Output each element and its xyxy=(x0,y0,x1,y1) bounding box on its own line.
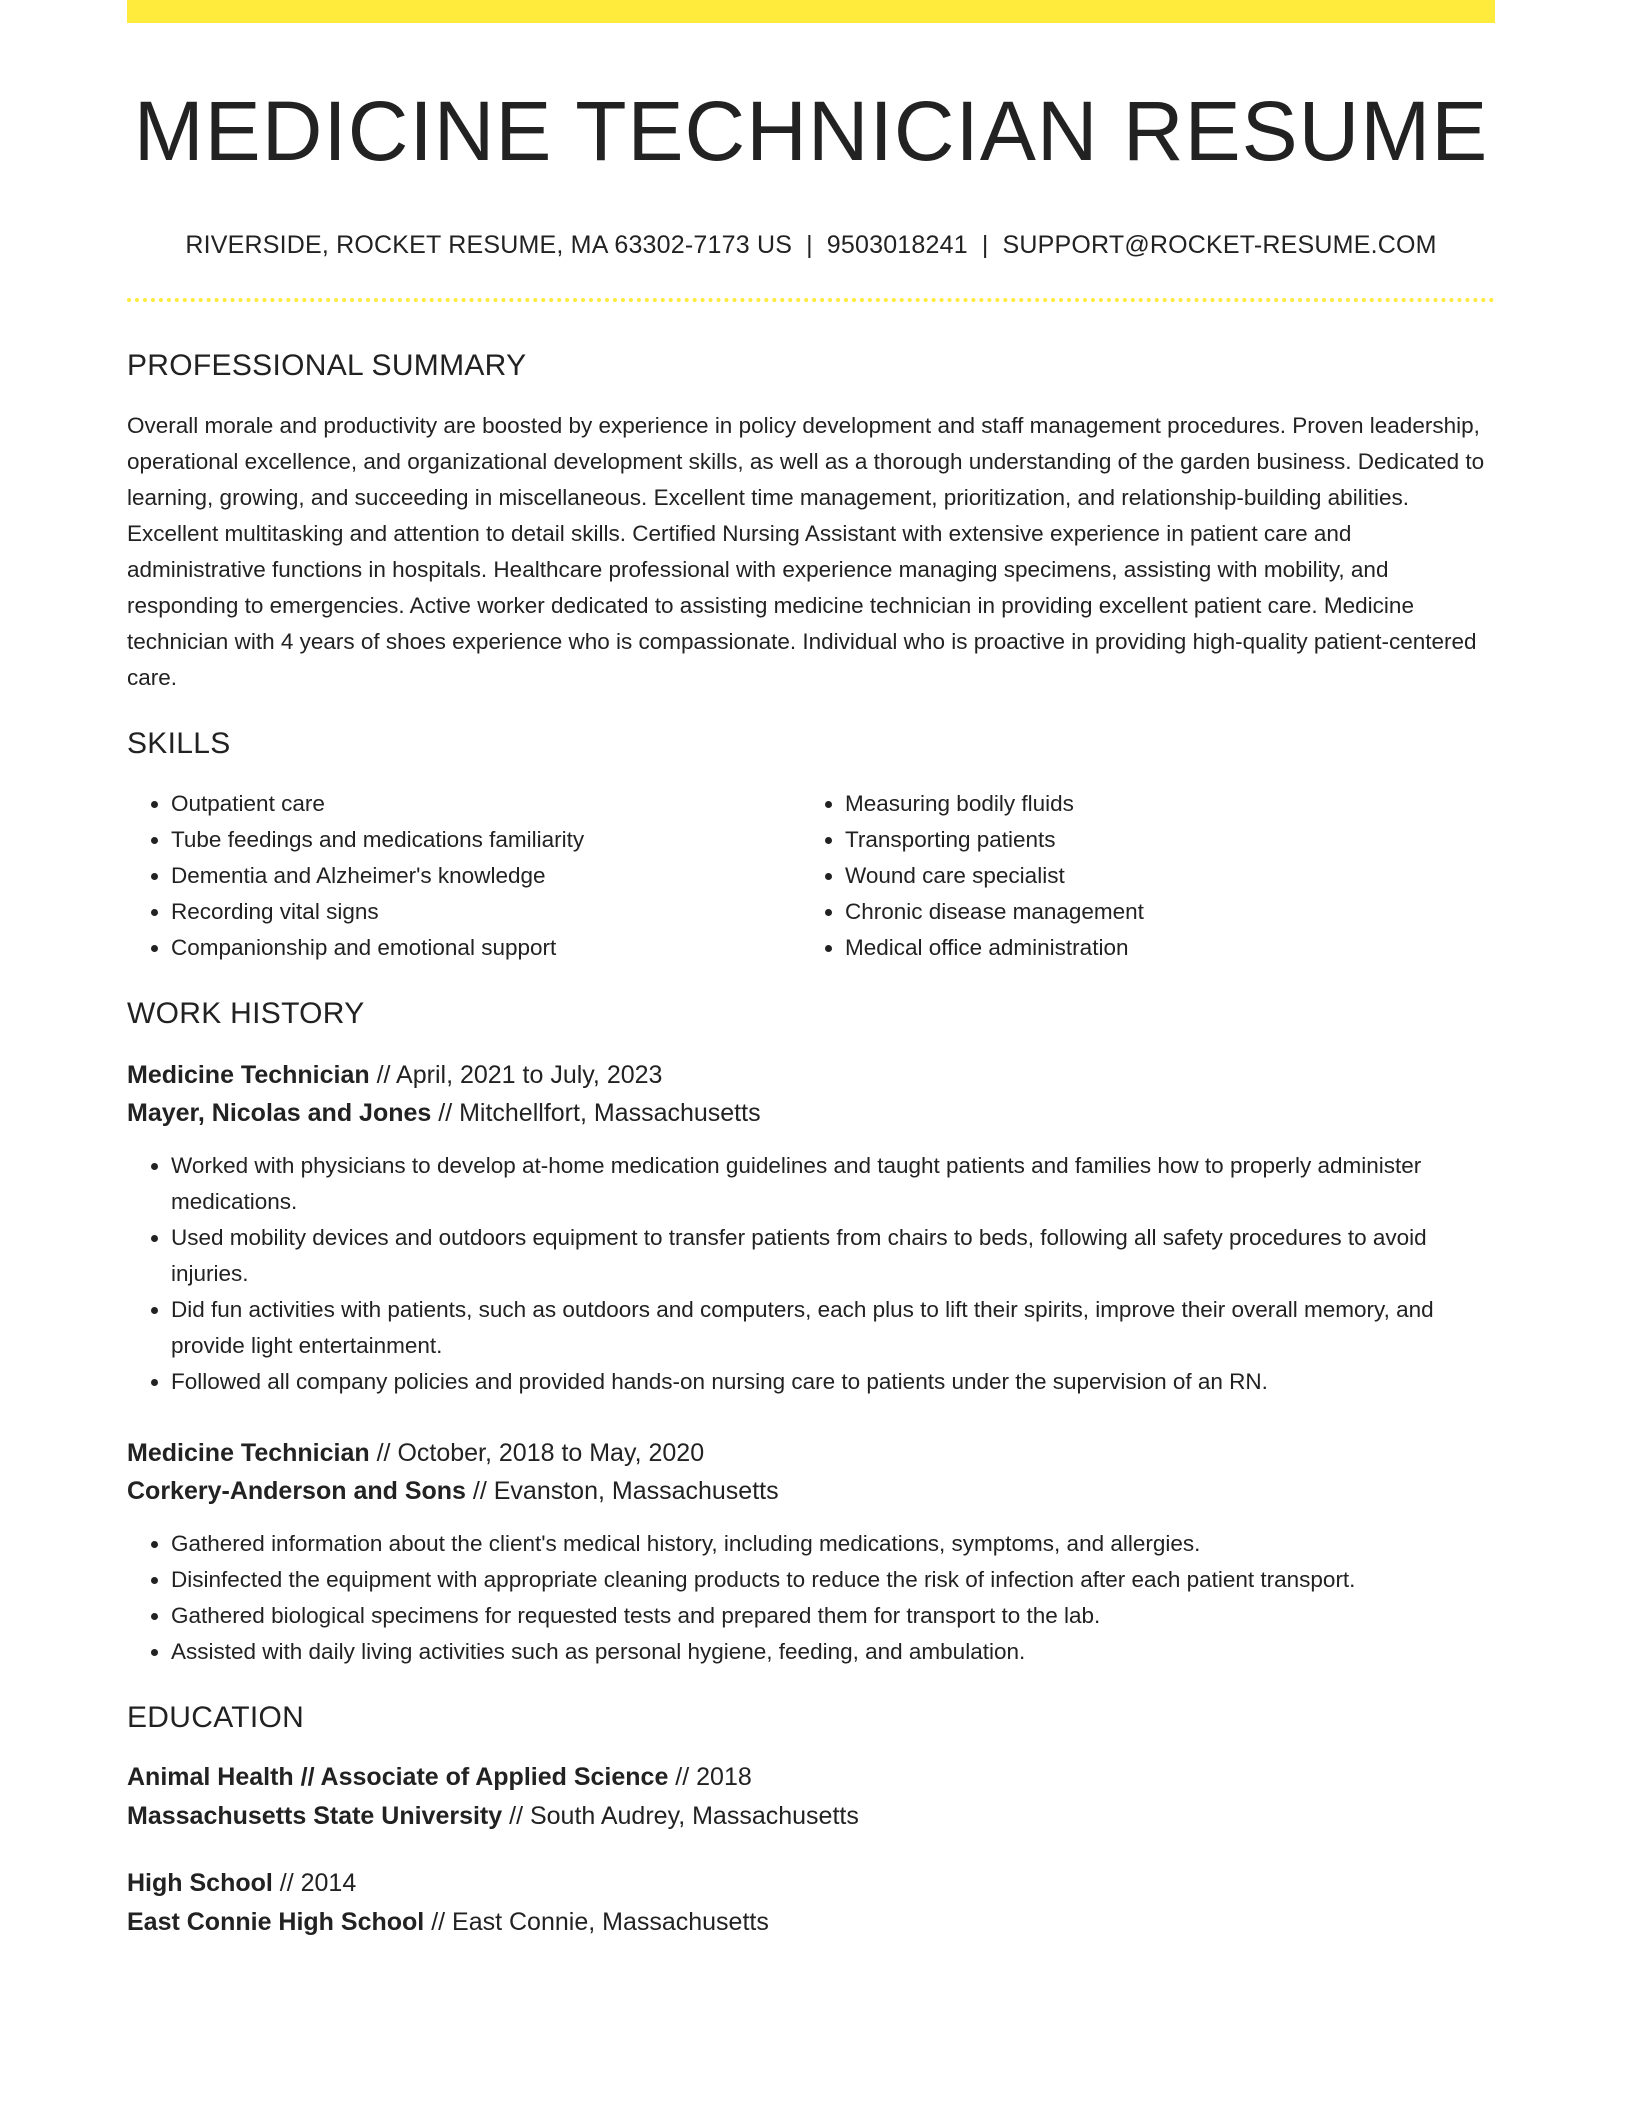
education-degree: Animal Health // Associate of Applied Science xyxy=(127,1762,669,1791)
skill-item: • Outpatient care xyxy=(171,786,801,822)
job-bullet: • Worked with physicians to develop at-home medication guidelines and taught patients and families how to properly administer medications. xyxy=(171,1148,1495,1220)
job-company-line xyxy=(127,1472,1495,1510)
summary-text: Overall morale and productivity are boosted by experience in policy development and staff management procedures. Proven leadership, operational excellence, and organizational development skills, as well as a thorough understanding of the garden business. Dedicated to learning, growing, and succeeding in miscellaneous. Excellent time management, prioritization, and relationship-building abilities. Excellent multitasking and attention to detail skills. Certified Nursing Assistant with extensive experience in patient care and administrative functions in hospitals. Healthcare professional with experience managing specimens, assisting with mobility, and responding to emergencies. Active worker dedicated to assisting medicine technician in providing excellent patient care. Medicine technician with 4 years of shoes experience who is compassionate. Individual who is proactive in providing high-quality patient-centered care. xyxy=(127,412,1485,690)
job-bullet: • Gathered information about the client's medical history, including medications, symptoms, and allergies. xyxy=(171,1526,1495,1562)
job-location: // Mitchellfort, Massachusetts xyxy=(431,1098,761,1127)
skill-item: • Wound care specialist xyxy=(845,858,1475,894)
job-location: // Evanston, Massachusetts xyxy=(465,1476,779,1505)
contact-email: SUPPORT@ROCKET-RESUME.COM xyxy=(1002,230,1437,259)
skill-item: • Transporting patients xyxy=(845,822,1475,858)
job-bullet: • Gathered biological specimens for requested tests and prepared them for transport to the lab. xyxy=(171,1598,1495,1634)
job-dates: // April, 2021 to July, 2023 xyxy=(369,1060,663,1089)
skill-item: • Medical office administration xyxy=(845,930,1475,966)
education-location: // South Audrey, Massachusetts xyxy=(502,1801,859,1830)
work-history-heading: WORK HISTORY xyxy=(127,996,365,1030)
skill-item: • Recording vital signs xyxy=(171,894,801,930)
job-bullet: • Disinfected the equipment with appropriate cleaning products to reduce the risk of infection after each patient transport. xyxy=(171,1562,1495,1598)
skills-heading: SKILLS xyxy=(127,726,231,760)
contact-phone: 9503018241 xyxy=(826,230,968,259)
summary-heading: PROFESSIONAL SUMMARY xyxy=(127,348,527,382)
job-bullets xyxy=(127,1148,1495,1400)
job-bullets xyxy=(127,1526,1495,1670)
education-location: // East Connie, Massachusetts xyxy=(424,1907,769,1936)
skill-item: • Tube feedings and medications familiarity xyxy=(171,822,801,858)
skill-item: • Dementia and Alzheimer's knowledge xyxy=(171,858,801,894)
job-role: Medicine Technician xyxy=(127,1060,370,1089)
top-accent-bar xyxy=(127,0,1495,23)
job-entry xyxy=(127,1056,1495,1400)
education-entry xyxy=(127,1758,1495,1836)
job-bullet: • Assisted with daily living activities such as personal hygiene, feeding, and ambulation. xyxy=(171,1634,1495,1670)
skills-column-right xyxy=(801,786,1475,966)
header-divider xyxy=(127,298,1495,302)
education-degree: High School xyxy=(127,1868,273,1897)
job-title-line xyxy=(127,1056,1495,1094)
job-dates: // October, 2018 to May, 2020 xyxy=(369,1438,705,1467)
job-bullet: • Followed all company policies and provided hands-on nursing care to patients under the supervision of an RN. xyxy=(171,1364,1495,1400)
job-title-line xyxy=(127,1434,1495,1472)
skills-column-left xyxy=(127,786,801,966)
education-school: East Connie High School xyxy=(127,1907,425,1936)
skills-list xyxy=(127,786,1495,966)
education-degree-line xyxy=(127,1758,1495,1797)
skill-item: • Chronic disease management xyxy=(845,894,1475,930)
job-bullet: • Used mobility devices and outdoors equipment to transfer patients from chairs to beds, following all safety procedures to avoid injuries. xyxy=(171,1220,1495,1292)
job-company: Mayer, Nicolas and Jones xyxy=(127,1098,432,1127)
education-school-line xyxy=(127,1797,1495,1836)
education-entry xyxy=(127,1864,1495,1942)
education-year: // 2014 xyxy=(272,1868,357,1897)
job-role: Medicine Technician xyxy=(127,1438,370,1467)
job-company-line xyxy=(127,1094,1495,1132)
job-bullet: • Did fun activities with patients, such as outdoors and computers, each plus to lift their spirits, improve their overall memory, and provide light entertainment. xyxy=(171,1292,1495,1364)
education-school-line xyxy=(127,1903,1495,1942)
job-company: Corkery-Anderson and Sons xyxy=(127,1476,466,1505)
resume-title: MEDICINE TECHNICIAN RESUME xyxy=(133,84,1489,178)
education-school: Massachusetts State University xyxy=(127,1801,503,1830)
contact-separator: | xyxy=(806,230,813,259)
resume-page xyxy=(127,0,1495,1942)
education-year: // 2018 xyxy=(668,1762,752,1791)
contact-line xyxy=(127,230,1495,260)
contact-address: RIVERSIDE, ROCKET RESUME, MA 63302-7173 US xyxy=(185,230,793,259)
skill-item: • Measuring bodily fluids xyxy=(845,786,1475,822)
contact-separator: | xyxy=(981,230,989,259)
job-entry xyxy=(127,1434,1495,1670)
education-degree-line xyxy=(127,1864,1495,1903)
education-heading: EDUCATION xyxy=(127,1700,305,1734)
skill-item: • Companionship and emotional support xyxy=(171,930,801,966)
